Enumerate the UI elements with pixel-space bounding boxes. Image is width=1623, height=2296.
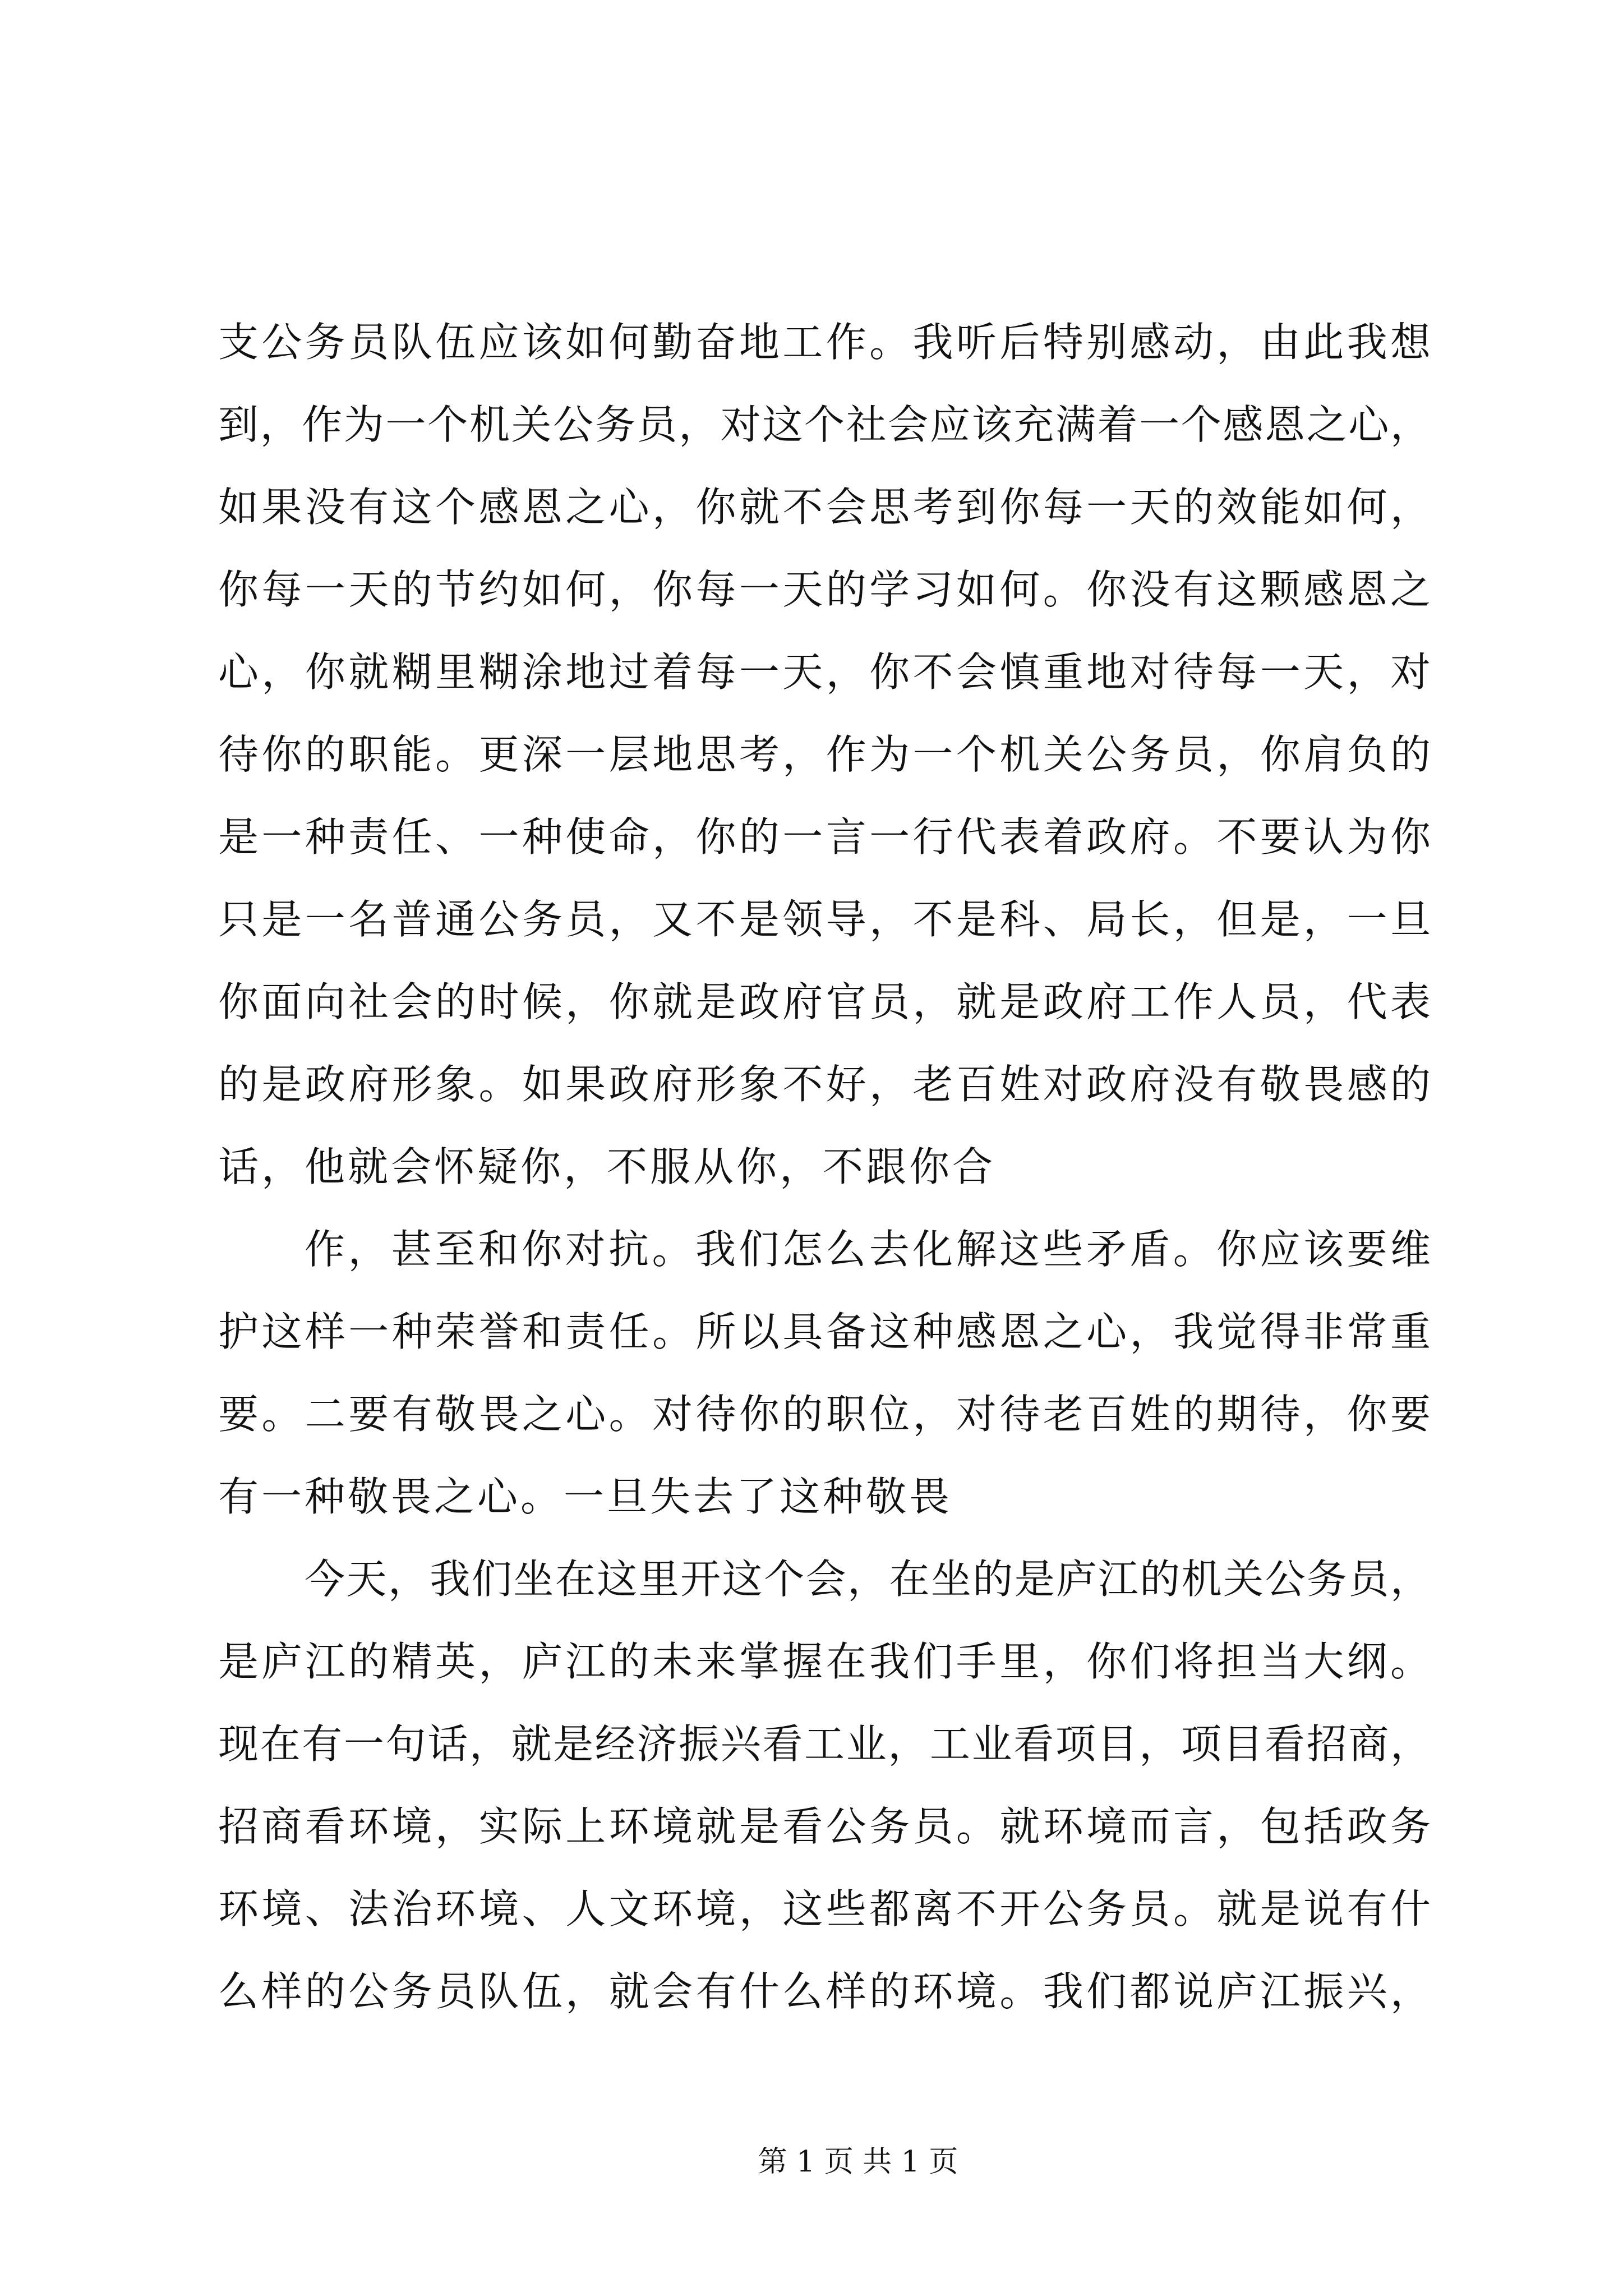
text-line: 如果没有这个感恩之心，你就不会思考到你每一天的效能如何， <box>218 484 1431 531</box>
text-line: 环境、法治环境、人文环境，这些都离不开公务员。就是说有什 <box>218 1885 1431 1932</box>
text-line: 的是政府形象。如果政府形象不好，老百姓对政府没有敬畏感的 <box>218 1061 1431 1108</box>
text-line: 招商看环境，实际上环境就是看公务员。就环境而言，包括政务 <box>218 1803 1431 1850</box>
text-line: 作，甚至和你对抗。我们怎么去化解这些矛盾。你应该要维 <box>305 1226 1431 1273</box>
text-line: 你面向社会的时候，你就是政府官员，就是政府工作人员，代表 <box>218 978 1431 1025</box>
text-line: 有一种敬畏之心。一旦失去了这种敬畏 <box>218 1473 953 1520</box>
paragraph <box>218 1538 1431 2033</box>
text-line: 到，作为一个机关公务员，对这个社会应该充满着一个感恩之心， <box>218 401 1431 448</box>
text-line: 护这样一种荣誉和责任。所以具备这种感恩之心，我觉得非常重 <box>218 1308 1431 1355</box>
page-footer: 第 1 页 共 1 页 <box>758 2145 958 2179</box>
text-line: 待你的职能。更深一层地思考，作为一个机关公务员，你肩负的 <box>218 731 1431 778</box>
text-line: 是庐江的精英，庐江的未来掌握在我们手里，你们将担当大纲。 <box>218 1638 1431 1685</box>
text-line: 今天，我们坐在这里开这个会，在坐的是庐江的机关公务员， <box>305 1556 1431 1603</box>
text-line: 现在有一句话，就是经济振兴看工业，工业看项目，项目看招商， <box>218 1720 1431 1768</box>
paragraph <box>218 301 1431 1208</box>
text-line: 话，他就会怀疑你，不服从你，不跟你合 <box>218 1143 996 1190</box>
text-line: 心，你就糊里糊涂地过着每一天，你不会慎重地对待每一天，对 <box>218 648 1431 696</box>
text-line: 么样的公务员队伍，就会有什么样的环境。我们都说庐江振兴， <box>218 1968 1431 2015</box>
text-line: 要。二要有敬畏之心。对待你的职位，对待老百姓的期待，你要 <box>218 1391 1431 1438</box>
text-line: 支公务员队伍应该如何勤奋地工作。我听后特别感动，由此我想 <box>218 319 1431 366</box>
document-body <box>218 301 1431 2033</box>
text-line: 是一种责任、一种使命，你的一言一行代表着政府。不要认为你 <box>218 813 1431 861</box>
text-line: 只是一名普通公务员，又不是领导，不是科、局长，但是，一旦 <box>218 896 1431 943</box>
paragraph <box>218 1208 1431 1538</box>
text-line: 你每一天的节约如何，你每一天的学习如何。你没有这颗感恩之 <box>218 566 1431 613</box>
